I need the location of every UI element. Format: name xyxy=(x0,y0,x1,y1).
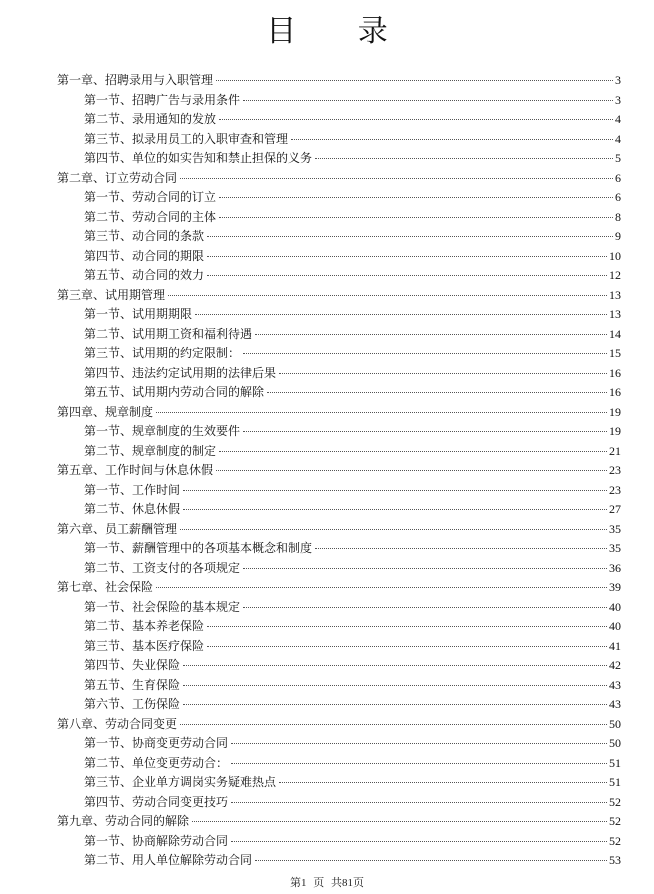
toc-page-number: 8 xyxy=(615,209,621,224)
page-title: 目 录 xyxy=(266,14,414,49)
dot-leader xyxy=(219,216,613,218)
toc-section-entry[interactable] xyxy=(57,559,621,579)
toc-entry-title: 第二节、基本养老保险 xyxy=(84,619,205,633)
dot-leader xyxy=(168,294,607,296)
page-unit-label: 页 xyxy=(313,877,325,889)
dot-leader xyxy=(243,606,607,608)
toc-page-number: 27 xyxy=(609,502,621,516)
toc-entry-title: 第三节、试用期的约定限制： xyxy=(84,346,241,360)
dot-leader xyxy=(207,645,607,647)
dot-leader xyxy=(216,469,607,471)
current-page-label: 第1 xyxy=(290,877,307,889)
toc-page-number: 6 xyxy=(615,190,621,204)
toc-section-entry[interactable] xyxy=(57,832,621,852)
toc-page-number: 5 xyxy=(615,151,621,165)
toc-entry-title: 第六章、员工薪酬管理 xyxy=(57,521,178,536)
toc-entry-title: 第五节、生育保险 xyxy=(84,677,181,692)
toc-entry-title: 第二节、劳动合同的主体 xyxy=(84,209,217,224)
toc-chapter-entry[interactable] xyxy=(57,71,621,91)
toc-section-entry[interactable] xyxy=(57,637,621,657)
toc-entry-title: 第五节、动合同的效力 xyxy=(84,268,205,282)
toc-entry-title: 第四节、动合同的期限 xyxy=(84,248,205,263)
toc-page-number: 50 xyxy=(609,716,621,731)
toc-entry-title: 第二节、录用通知的发放 xyxy=(84,112,217,126)
dot-leader xyxy=(180,528,607,530)
toc-page-number: 36 xyxy=(609,560,621,575)
dot-leader xyxy=(279,781,607,783)
toc-page-number: 13 xyxy=(609,307,621,321)
toc-page-number: 23 xyxy=(609,463,621,477)
toc-section-entry[interactable] xyxy=(57,539,621,559)
toc-entry-title: 第一节、薪酬管理中的各项基本概念和制度 xyxy=(84,541,313,555)
toc-page-number: 21 xyxy=(609,443,621,458)
toc-entry-title: 第五章、工作时间与休息休假 xyxy=(57,463,214,477)
toc-page-number: 4 xyxy=(615,131,621,146)
toc-page-number: 41 xyxy=(609,638,621,653)
toc-entry-title: 第二章、订立劳动合同 xyxy=(57,170,178,185)
toc-page-number: 14 xyxy=(609,326,621,341)
dot-leader xyxy=(255,333,607,335)
toc-section-entry[interactable] xyxy=(57,442,621,462)
toc-section-entry[interactable] xyxy=(57,422,621,442)
toc-page-number: 52 xyxy=(609,814,621,828)
toc-section-entry[interactable] xyxy=(57,130,621,150)
dot-leader xyxy=(255,859,607,861)
table-of-contents xyxy=(57,71,621,871)
toc-section-entry[interactable] xyxy=(57,793,621,813)
toc-chapter-entry[interactable] xyxy=(57,578,621,598)
dot-leader xyxy=(195,313,607,315)
toc-chapter-entry[interactable] xyxy=(57,403,621,423)
dot-leader xyxy=(156,411,607,413)
toc-entry-title: 第一节、协商变更劳动合同 xyxy=(84,736,229,750)
toc-page-number: 9 xyxy=(615,229,621,243)
toc-page-number: 19 xyxy=(609,424,621,438)
dot-leader xyxy=(183,684,607,686)
toc-chapter-entry[interactable] xyxy=(57,812,621,832)
toc-entry-title: 第二节、工资支付的各项规定 xyxy=(84,560,241,575)
toc-entry-title: 第二节、用人单位解除劳动合同 xyxy=(84,853,253,867)
dot-leader xyxy=(219,118,613,120)
toc-page-number: 43 xyxy=(609,697,621,711)
toc-entry-title: 第四节、单位的如实告知和禁止担保的义务 xyxy=(84,151,313,165)
dot-leader xyxy=(180,723,607,725)
toc-page-number: 16 xyxy=(609,385,621,399)
dot-leader xyxy=(219,196,613,198)
toc-section-entry[interactable] xyxy=(57,344,621,364)
toc-section-entry[interactable] xyxy=(57,266,621,286)
toc-entry-title: 第三节、动合同的条款 xyxy=(84,229,205,243)
toc-entry-title: 第三节、拟录用员工的入职审查和管理 xyxy=(84,131,289,146)
toc-page-number: 15 xyxy=(609,346,621,360)
toc-page-number: 19 xyxy=(609,404,621,419)
dot-leader xyxy=(192,820,607,822)
dot-leader xyxy=(180,177,613,179)
dot-leader xyxy=(156,586,607,588)
toc-page-number: 10 xyxy=(609,248,621,263)
toc-section-entry[interactable] xyxy=(57,754,621,774)
toc-entry-title: 第一章、招聘录用与入职管理 xyxy=(57,73,214,87)
toc-section-entry[interactable] xyxy=(57,656,621,676)
toc-page-number: 42 xyxy=(609,658,621,672)
page-footer xyxy=(0,874,654,890)
toc-entry-title: 第一节、试用期期限 xyxy=(84,307,193,321)
toc-page-number: 53 xyxy=(609,853,621,867)
dot-leader xyxy=(279,372,607,374)
toc-page-number: 6 xyxy=(615,170,621,185)
toc-entry-title: 第三章、试用期管理 xyxy=(57,287,166,302)
toc-entry-title: 第三节、企业单方调岗实务疑难热点 xyxy=(84,775,277,789)
toc-chapter-entry[interactable] xyxy=(57,520,621,540)
toc-entry-title: 第六节、工伤保险 xyxy=(84,697,181,711)
toc-page-number: 3 xyxy=(615,73,621,87)
toc-section-entry[interactable] xyxy=(57,481,621,501)
dot-leader xyxy=(219,450,607,452)
toc-page-number: 39 xyxy=(609,580,621,594)
toc-entry-title: 第八章、劳动合同变更 xyxy=(57,716,178,731)
dot-leader xyxy=(243,567,607,569)
toc-entry-title: 第七章、社会保险 xyxy=(57,580,154,594)
toc-section-entry[interactable] xyxy=(57,695,621,715)
dot-leader xyxy=(243,430,607,432)
toc-entry-title: 第四节、劳动合同变更技巧 xyxy=(84,794,229,809)
dot-leader xyxy=(231,801,607,803)
toc-page-number: 13 xyxy=(609,287,621,302)
dot-leader xyxy=(315,157,613,159)
toc-page-number: 51 xyxy=(609,775,621,789)
toc-page-number: 12 xyxy=(609,268,621,282)
toc-page-number: 40 xyxy=(609,599,621,614)
toc-section-entry[interactable] xyxy=(57,773,621,793)
toc-entry-title: 第一节、规章制度的生效要件 xyxy=(84,424,241,438)
toc-entry-title: 第一节、工作时间 xyxy=(84,482,181,497)
toc-section-entry[interactable] xyxy=(57,383,621,403)
toc-entry-title: 第一节、社会保险的基本规定 xyxy=(84,599,241,614)
dot-leader xyxy=(216,79,613,81)
toc-chapter-entry[interactable] xyxy=(57,169,621,189)
toc-section-entry[interactable] xyxy=(57,598,621,618)
dot-leader xyxy=(315,547,607,549)
toc-section-entry[interactable] xyxy=(57,247,621,267)
toc-section-entry[interactable] xyxy=(57,325,621,345)
toc-page-number: 40 xyxy=(609,619,621,633)
dot-leader xyxy=(243,99,613,101)
toc-page-number: 23 xyxy=(609,482,621,497)
toc-section-entry[interactable] xyxy=(57,364,621,384)
dot-leader xyxy=(207,235,613,237)
dot-leader xyxy=(183,508,607,510)
dot-leader xyxy=(291,138,613,140)
dot-leader xyxy=(183,703,607,705)
toc-entry-title: 第一节、协商解除劳动合同 xyxy=(84,833,229,848)
toc-entry-title: 第二节、试用期工资和福利待遇 xyxy=(84,326,253,341)
toc-page-number: 4 xyxy=(615,112,621,126)
toc-entry-title: 第五节、试用期内劳动合同的解除 xyxy=(84,385,265,399)
toc-section-entry[interactable] xyxy=(57,208,621,228)
dot-leader xyxy=(231,840,607,842)
toc-page-number: 50 xyxy=(609,736,621,750)
toc-section-entry[interactable] xyxy=(57,305,621,325)
toc-chapter-entry[interactable] xyxy=(57,286,621,306)
toc-page-number: 16 xyxy=(609,365,621,380)
toc-section-entry[interactable] xyxy=(57,188,621,208)
toc-chapter-entry[interactable] xyxy=(57,461,621,481)
toc-entry-title: 第四节、失业保险 xyxy=(84,658,181,672)
dot-leader xyxy=(243,352,607,354)
toc-section-entry[interactable] xyxy=(57,110,621,130)
toc-page-number: 52 xyxy=(609,833,621,848)
toc-section-entry[interactable] xyxy=(57,676,621,696)
dot-leader xyxy=(231,742,607,744)
dot-leader xyxy=(183,489,607,491)
toc-section-entry[interactable] xyxy=(57,149,621,169)
toc-section-entry[interactable] xyxy=(57,851,621,871)
toc-page-number: 35 xyxy=(609,521,621,536)
toc-section-entry[interactable] xyxy=(57,227,621,247)
dot-leader xyxy=(207,274,607,276)
toc-entry-title: 第三节、基本医疗保险 xyxy=(84,638,205,653)
dot-leader xyxy=(207,625,607,627)
toc-entry-title: 第二节、休息休假 xyxy=(84,502,181,516)
toc-chapter-entry[interactable] xyxy=(57,715,621,735)
toc-entry-title: 第二节、单位变更劳动合： xyxy=(84,755,229,770)
toc-section-entry[interactable] xyxy=(57,91,621,111)
toc-page-number: 35 xyxy=(609,541,621,555)
toc-entry-title: 第一节、招聘广告与录用条件 xyxy=(84,92,241,107)
dot-leader xyxy=(207,255,607,257)
dot-leader xyxy=(183,664,607,666)
toc-section-entry[interactable] xyxy=(57,500,621,520)
dot-leader xyxy=(231,762,607,764)
toc-page-number: 52 xyxy=(609,794,621,809)
toc-entry-title: 第四节、违法约定试用期的法律后果 xyxy=(84,365,277,380)
total-pages-label: 共81页 xyxy=(331,877,364,889)
toc-entry-title: 第一节、劳动合同的订立 xyxy=(84,190,217,204)
toc-section-entry[interactable] xyxy=(57,734,621,754)
toc-section-entry[interactable] xyxy=(57,617,621,637)
toc-entry-title: 第二节、规章制度的制定 xyxy=(84,443,217,458)
toc-page-number: 43 xyxy=(609,677,621,692)
toc-entry-title: 第四章、规章制度 xyxy=(57,404,154,419)
toc-entry-title: 第九章、劳动合同的解除 xyxy=(57,814,190,828)
toc-page-number: 51 xyxy=(609,755,621,770)
dot-leader xyxy=(267,391,607,393)
toc-page-number: 3 xyxy=(615,92,621,107)
